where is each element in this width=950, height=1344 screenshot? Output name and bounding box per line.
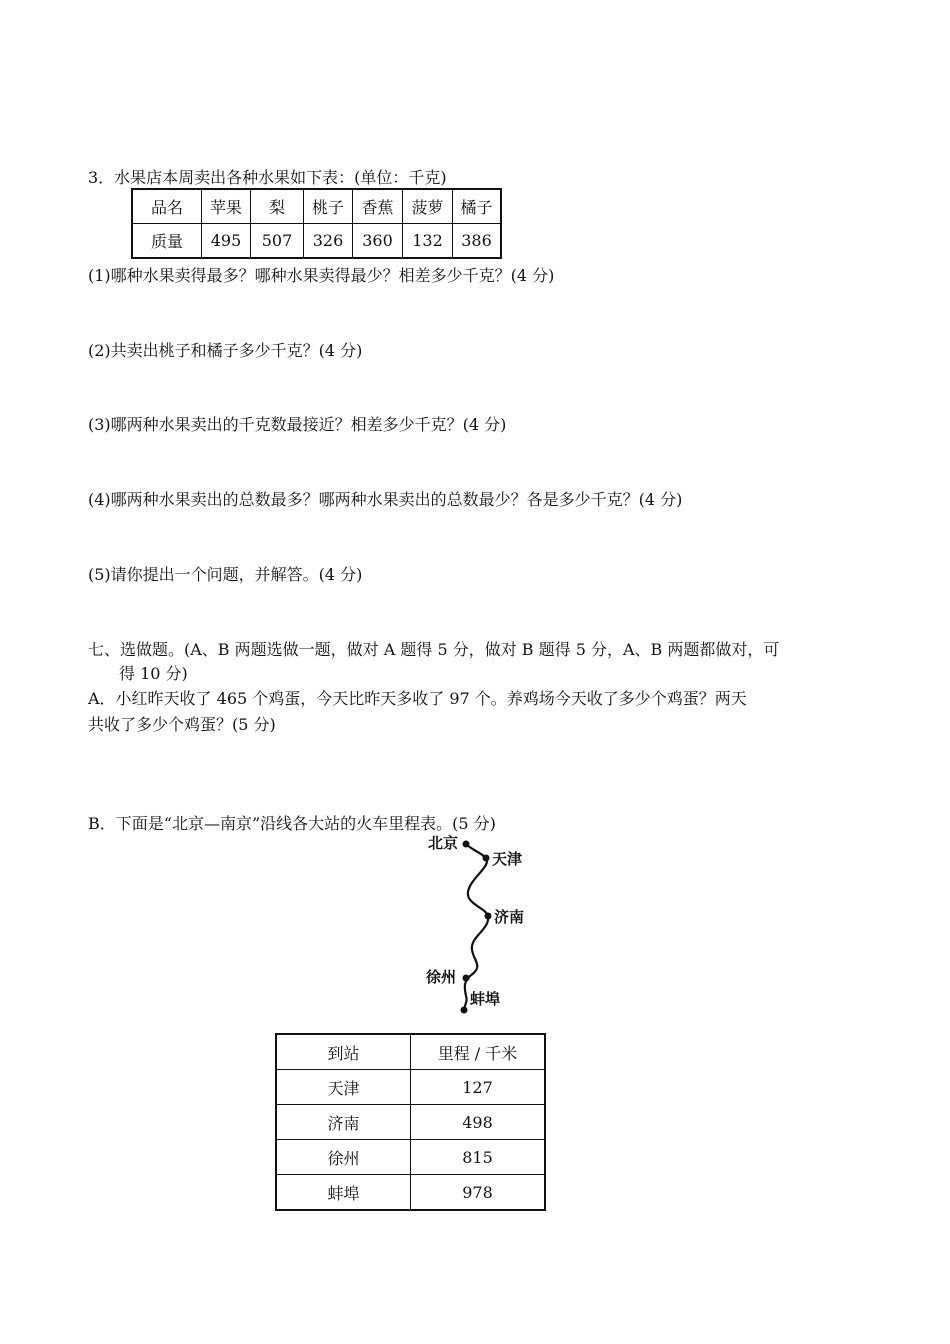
station-label-jinan: 济南: [494, 908, 525, 926]
railway-route-map: [420, 830, 550, 1015]
station-label-beijing: 北京: [428, 834, 459, 852]
table-header-cell: 到站: [276, 1034, 411, 1070]
q7-title: 七、选做题。(A、B 两题选做一题，做对 A 题得 5 分，做对 B 题得 5 分，A、B 两题都做对，可: [88, 640, 780, 659]
table-cell: 香蕉: [353, 189, 403, 224]
station-dot-jinan: [485, 913, 492, 920]
table-header-cell: 里程 / 千米: [411, 1034, 546, 1070]
table-row: [276, 1070, 545, 1105]
table-cell: 梨: [251, 189, 304, 224]
q7-a-text: A．小红昨天收了 465 个鸡蛋，今天比昨天多收了 97 个。养鸡场今天收了多少个鸡蛋？两天: [88, 689, 747, 708]
table-cell: 橘子: [453, 189, 502, 224]
table-cell: 815: [411, 1140, 546, 1175]
table-cell: 498: [411, 1105, 546, 1140]
railway-line: [464, 844, 488, 1010]
table-cell: 978: [411, 1175, 546, 1211]
table-cell: 质量: [132, 224, 202, 259]
station-label-xuzhou: 徐州: [426, 968, 457, 986]
station-dot-beijing: [463, 841, 470, 848]
q7-b-title: B．下面是“北京—南京”沿线各大站的火车里程表。(5 分): [88, 814, 496, 833]
station-dot-xuzhou: [463, 975, 470, 982]
station-label-tianjin: 天津: [492, 850, 523, 868]
table-cell: 360: [353, 224, 403, 259]
table-cell: 386: [453, 224, 502, 259]
q3-sub-5: (5)请你提出一个问题，并解答。(4 分): [88, 565, 363, 584]
table-cell: 326: [304, 224, 353, 259]
fruit-sales-table: [131, 188, 502, 259]
table-cell: 济南: [276, 1105, 411, 1140]
table-cell: 127: [411, 1070, 546, 1105]
table-cell: 菠萝: [403, 189, 453, 224]
table-cell: 132: [403, 224, 453, 259]
station-dot-tianjin: [483, 855, 490, 862]
q7-title-cont: 得 10 分): [119, 664, 188, 683]
table-row: [132, 224, 501, 259]
table-cell: 苹果: [202, 189, 251, 224]
distance-table: [275, 1033, 546, 1211]
table-row: [276, 1105, 545, 1140]
station-dot-bengbu: [461, 1007, 468, 1014]
table-cell: 桃子: [304, 189, 353, 224]
q3-title: 3．水果店本周卖出各种水果如下表：(单位：千克): [88, 168, 447, 187]
table-cell: 507: [251, 224, 304, 259]
q3-sub-1: (1)哪种水果卖得最多？哪种水果卖得最少？相差多少千克？(4 分): [88, 266, 555, 285]
table-row: [276, 1175, 545, 1211]
table-cell: 495: [202, 224, 251, 259]
q3-sub-4: (4)哪两种水果卖出的总数最多？哪两种水果卖出的总数最少？各是多少千克？(4 分): [88, 490, 683, 509]
table-cell: 徐州: [276, 1140, 411, 1175]
table-cell: 天津: [276, 1070, 411, 1105]
table-row: [276, 1034, 545, 1070]
q3-sub-2: (2)共卖出桃子和橘子多少千克？(4 分): [88, 341, 363, 360]
station-label-bengbu: 蚌埠: [470, 990, 501, 1008]
q3-sub-3: (3)哪两种水果卖出的千克数最接近？相差多少千克？(4 分): [88, 415, 507, 434]
table-row: [276, 1140, 545, 1175]
q7-a-text-cont: 共收了多少个鸡蛋？(5 分): [88, 715, 276, 734]
table-cell: 蚌埠: [276, 1175, 411, 1211]
table-cell: 品名: [132, 189, 202, 224]
table-row: [132, 189, 501, 224]
